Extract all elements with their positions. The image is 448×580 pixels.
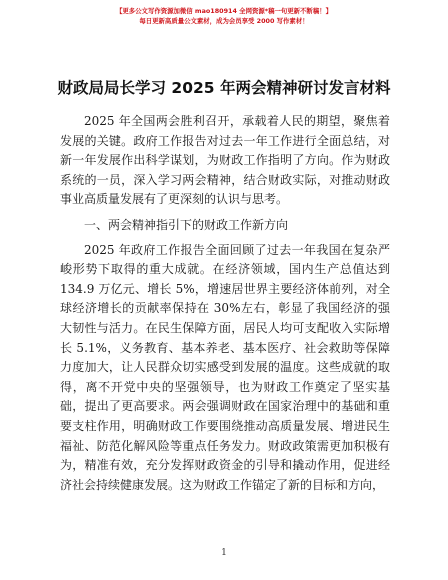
promo-banner-line-1: 【更多公文写作资源加微信 mao180914 全网资源*稿一句更新不断稿！】 [116,7,332,15]
section-heading: 一、两会精神指引下的财政工作新方向 [84,217,289,232]
body-paragraph: 2025 年全国两会胜利召开，承载着人民的期望，聚焦着发展的关键。政府工作报告对过去一年工作进行全面总结，对新一年发展作出科学谋划，为财政工作指明了方向。作为财政系统的一员，深入学习两会精神，结合财政实际，对推动财政事业高质量发展有了更深刻的认识与思考。 [60,114,390,207]
page-number: 1 [221,548,227,558]
document-body [60,112,390,495]
body-paragraph: 2025 年政府工作报告全面回顾了过去一年我国在复杂严峻形势下取得的重大成就。在经济领域，国内生产总值达到 134.9 万亿元、增长 5%，增速居世界主要经济体前列，对全球经济增长的贡献率保持在 30%左右，彰显了我国经济的强大韧性与活力。在民生保障方面，居民人均可支配收入实际增长 5.1%，义务教育、基本养老、基本医疗、社会救助等保障力度加大，让人民群众切实感受到发展的温度。这些成就的取得，离不开党中央的坚强领导，也为财政工作奠定了坚实基础，提出了更高要求。两会强调财政在国家治理中的基础和重要支柱作用，明确财政工作要围绕推动高质量发展、增进民生福祉、防范化解风险等重点任务发力。财政政策需更加积极有为，精准有效，充分发挥财政资金的引导和撬动作用，促进经济社会持续健康发展。这为财政工作锚定了新的目标和方向， [60,242,390,492]
document-title: 财政局局长学习 2025 年两会精神研讨发言材料 [57,79,391,97]
promo-banner-line-2: 每日更新高质量公文素材，成为会员享受 2000 写作素材！ [139,17,309,25]
